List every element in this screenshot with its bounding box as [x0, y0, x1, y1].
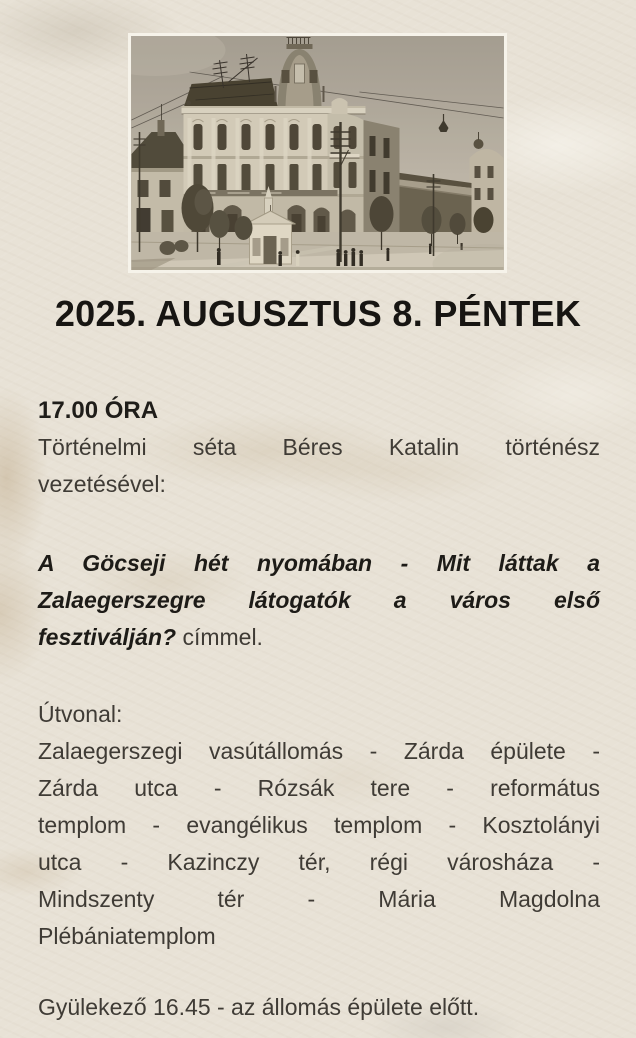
route-line: Plébániatemplom: [38, 923, 216, 949]
event-title-line: fesztiválján?: [38, 624, 177, 650]
route-paragraph: [38, 733, 600, 955]
historic-photo: [128, 33, 507, 273]
event-details: [38, 392, 600, 1026]
route-label: Útvonal:: [38, 701, 123, 727]
route-line: Mindszenty tér - Mária Magdolna: [38, 886, 600, 912]
route-line: templom - evangélikus templom - Kosztolányi: [38, 812, 600, 838]
route-line: Zárda utca - Rózsák tere - református: [38, 775, 600, 801]
intro-paragraph: [38, 429, 600, 503]
historic-photo-illustration: [131, 36, 504, 270]
event-title-line: Zalaegerszegre látogatók a város első: [38, 587, 600, 613]
intro-line: Történelmi séta Béres Katalin történész: [38, 434, 600, 460]
meeting-info: Gyülekező 16.45 - az állomás épülete előtt.: [38, 994, 480, 1020]
route-line: utca - Kazinczy tér, régi városháza -: [38, 849, 600, 875]
route-line: Zalaegerszegi vasútállomás - Zárda épülete -: [38, 738, 600, 764]
time-heading: 17.00 ÓRA: [38, 397, 159, 424]
date-heading: 2025. AUGUSZTUS 8. PÉNTEK: [54, 293, 582, 334]
intro-line: vezetésével:: [38, 471, 166, 497]
event-title-paragraph: [38, 545, 600, 656]
event-title-line: A Göcseji hét nyomában - Mit láttak a: [38, 550, 600, 576]
event-title-suffix: címmel.: [182, 624, 263, 650]
